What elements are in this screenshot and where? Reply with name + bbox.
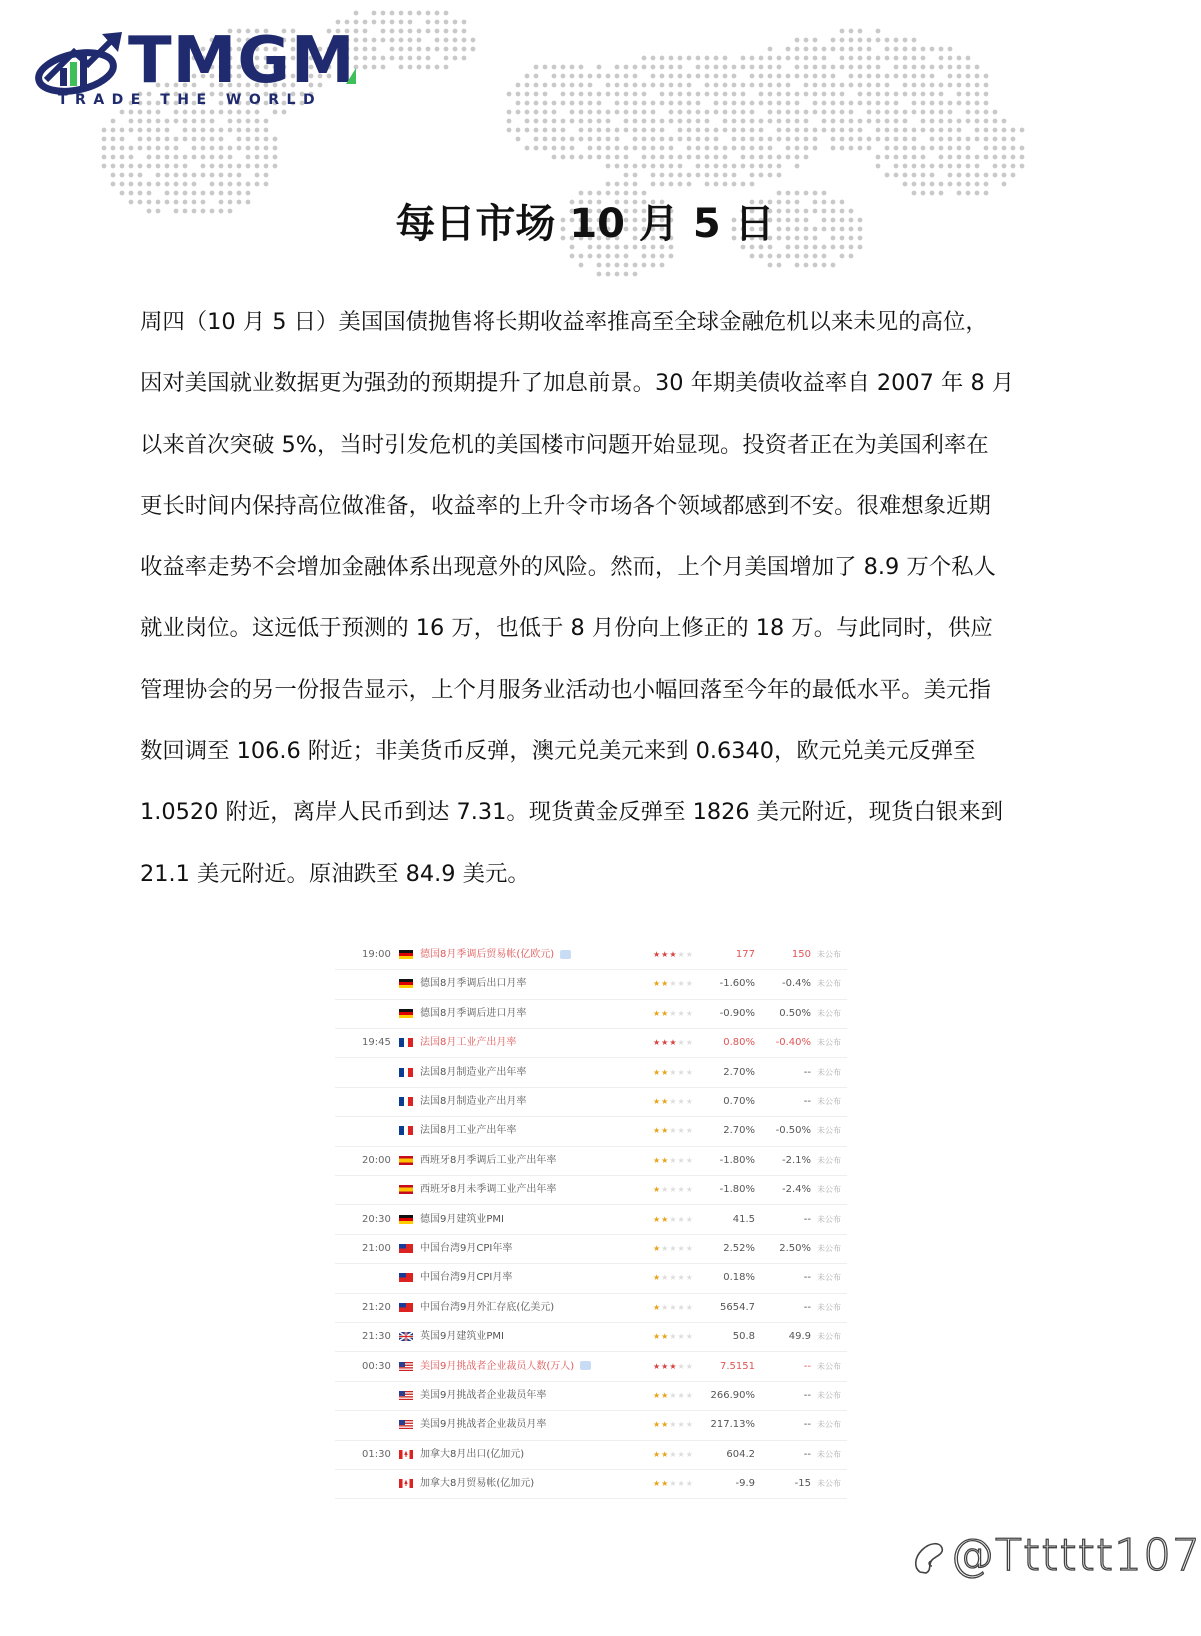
release-status: 未公布 bbox=[817, 1302, 841, 1312]
forecast-value: 0.50% bbox=[779, 1007, 811, 1019]
event-time: 00:30 bbox=[362, 1360, 391, 1372]
event-name-text: 德国8月季调后出口月率 bbox=[420, 978, 527, 990]
event-name-text: 德国8月季调后进口月率 bbox=[420, 1007, 527, 1019]
event-name bbox=[420, 1028, 516, 1057]
info-tag-icon[interactable] bbox=[560, 950, 571, 959]
table-row[interactable] bbox=[335, 1322, 847, 1352]
previous-value: 266.90% bbox=[710, 1390, 755, 1401]
es-flag-icon bbox=[399, 1185, 413, 1194]
forecast-value: -0.4% bbox=[781, 978, 811, 990]
us-flag-icon bbox=[399, 1391, 413, 1400]
article-line: 管理协会的另一份报告显示，上个月服务业活动也小幅回落至今年的最低水平。美元指 bbox=[140, 676, 991, 703]
economic-calendar-table bbox=[335, 940, 847, 1504]
table-row[interactable] bbox=[335, 1381, 847, 1411]
release-status: 未公布 bbox=[817, 1067, 841, 1077]
event-name bbox=[420, 1146, 556, 1175]
previous-value: -1.80% bbox=[719, 1184, 755, 1196]
release-status: 未公布 bbox=[817, 1185, 841, 1195]
fr-flag-icon bbox=[399, 1126, 413, 1135]
previous-value: -0.90% bbox=[719, 1007, 755, 1019]
previous-value: 41.5 bbox=[732, 1213, 755, 1225]
event-time: 19:00 bbox=[362, 949, 391, 960]
event-name bbox=[420, 1116, 516, 1145]
previous-value: -9.9 bbox=[735, 1478, 755, 1490]
previous-value: 0.18% bbox=[723, 1272, 755, 1284]
de-flag-icon bbox=[399, 1009, 413, 1018]
previous-value: 7.5151 bbox=[720, 1360, 755, 1372]
importance-stars: ★★★★★ bbox=[653, 1126, 694, 1136]
importance-stars: ★★★★★ bbox=[653, 1302, 694, 1312]
event-name-text: 英国9月建筑业PMI bbox=[420, 1331, 504, 1343]
importance-stars: ★★★★★ bbox=[653, 1244, 694, 1253]
forecast-value: -0.40% bbox=[775, 1037, 811, 1049]
importance-stars: ★★★★★ bbox=[653, 1185, 694, 1195]
importance-stars: ★★★★★ bbox=[653, 979, 694, 989]
forecast-value: -- bbox=[803, 1066, 811, 1078]
event-name bbox=[420, 999, 526, 1028]
ca-flag-icon bbox=[399, 1450, 413, 1459]
article-line: 21.1 美元附近。原油跌至 84.9 美元。 bbox=[140, 860, 530, 887]
logo-wordmark: TMGM bbox=[128, 24, 356, 98]
article-line: 就业岗位。这远低于预测的 16 万，也低于 8 月份向上修正的 18 万。与此同时，供应 bbox=[140, 615, 993, 642]
event-name bbox=[420, 969, 526, 998]
event-name-text: 加拿大8月出口(亿加元) bbox=[420, 1448, 525, 1460]
previous-value: -1.60% bbox=[719, 978, 755, 990]
importance-stars: ★★★★★ bbox=[653, 1097, 694, 1106]
article-body bbox=[140, 292, 1060, 905]
event-name bbox=[420, 940, 571, 969]
event-name-text: 西班牙8月季调后工业产出年率 bbox=[420, 1154, 557, 1166]
event-name bbox=[420, 1087, 526, 1116]
fr-flag-icon bbox=[399, 1097, 413, 1106]
info-tag-icon[interactable] bbox=[580, 1361, 591, 1370]
table-row[interactable] bbox=[335, 940, 847, 970]
event-name bbox=[420, 1322, 504, 1351]
release-status: 未公布 bbox=[817, 1008, 841, 1018]
article-line: 收益率走势不会增加金融体系出现意外的风险。然而，上个月美国增加了 8.9 万个私人 bbox=[140, 554, 996, 581]
event-name bbox=[420, 1352, 591, 1381]
event-name-text: 德国8月季调后贸易帐(亿欧元) bbox=[420, 949, 555, 960]
forecast-value: -- bbox=[803, 1096, 811, 1107]
fr-flag-icon bbox=[399, 1038, 413, 1047]
event-name-text: 法国8月工业产出月率 bbox=[420, 1037, 517, 1049]
event-name-text: 法国8月工业产出年率 bbox=[420, 1125, 517, 1137]
importance-stars: ★★★★★ bbox=[653, 1420, 694, 1430]
table-row[interactable] bbox=[335, 1116, 847, 1146]
release-status: 未公布 bbox=[817, 1126, 841, 1136]
previous-value: 2.70% bbox=[723, 1125, 755, 1137]
logo-green-accent bbox=[344, 68, 356, 84]
table-row[interactable] bbox=[335, 1058, 847, 1088]
uk-flag-icon bbox=[399, 1332, 413, 1341]
event-name-text: 中国台湾9月外汇存底(亿美元) bbox=[420, 1301, 555, 1313]
event-time: 21:30 bbox=[362, 1331, 391, 1343]
article-line: 1.0520 附近，离岸人民币到达 7.31。现货黄金反弹至 1826 美元附近，现货白银来到 bbox=[140, 799, 1003, 826]
importance-stars: ★★★★★ bbox=[653, 1479, 694, 1489]
logo-chart-arrow-icon bbox=[36, 30, 136, 100]
event-time: 20:00 bbox=[362, 1154, 391, 1166]
release-status: 未公布 bbox=[817, 1449, 841, 1459]
table-row[interactable] bbox=[335, 1205, 847, 1235]
table-row[interactable] bbox=[335, 1234, 847, 1264]
article-line: 周四（10 月 5 日）美国国债抛售将长期收益率推高至全球金融危机以来未见的高位， bbox=[140, 309, 988, 335]
table-row[interactable] bbox=[335, 969, 847, 999]
table-row[interactable] bbox=[335, 1263, 847, 1293]
event-time: 20:30 bbox=[362, 1213, 391, 1225]
event-name bbox=[420, 1293, 554, 1322]
forecast-value: 49.9 bbox=[788, 1331, 811, 1343]
forecast-value: -2.4% bbox=[781, 1184, 811, 1196]
es-flag-icon bbox=[399, 1156, 413, 1165]
event-name-text: 中国台湾9月CPI月率 bbox=[420, 1272, 513, 1284]
watermark-handle: @Tttttt107 bbox=[950, 1530, 1201, 1581]
de-flag-icon bbox=[399, 979, 413, 988]
forecast-value: -- bbox=[803, 1448, 811, 1460]
event-name bbox=[420, 1410, 546, 1439]
release-status: 未公布 bbox=[817, 1391, 841, 1400]
event-name-text: 美国9月挑战者企业裁员人数(万人) bbox=[420, 1360, 575, 1372]
previous-value: 2.70% bbox=[723, 1066, 755, 1078]
us-flag-icon bbox=[399, 1362, 413, 1371]
event-time: 01:30 bbox=[362, 1448, 391, 1460]
release-status: 未公布 bbox=[817, 1155, 841, 1165]
forecast-value: -- bbox=[803, 1390, 811, 1401]
forecast-value: 150 bbox=[791, 949, 811, 960]
event-name-text: 西班牙8月未季调工业产出年率 bbox=[420, 1184, 557, 1196]
forecast-value: -- bbox=[803, 1301, 811, 1313]
event-name-text: 法国8月制造业产出年率 bbox=[420, 1066, 527, 1078]
us-flag-icon bbox=[399, 1420, 413, 1429]
event-name bbox=[420, 1469, 534, 1498]
tw-flag-icon bbox=[399, 1244, 413, 1253]
event-name bbox=[420, 1058, 526, 1087]
forecast-value: -- bbox=[803, 1360, 811, 1372]
article-line: 数回调至 106.6 附近；非美货币反弹，澳元兑美元来到 0.6340，欧元兑美元反弹至 bbox=[140, 738, 976, 765]
table-row[interactable] bbox=[335, 1028, 847, 1058]
event-name bbox=[420, 1205, 504, 1234]
previous-value: 0.80% bbox=[723, 1037, 755, 1049]
event-name-text: 美国9月挑战者企业裁员年率 bbox=[420, 1390, 547, 1401]
table-row[interactable] bbox=[335, 1352, 847, 1382]
importance-stars: ★★★★★ bbox=[653, 1067, 694, 1077]
event-name bbox=[420, 1175, 556, 1204]
event-name-text: 德国9月建筑业PMI bbox=[420, 1213, 504, 1225]
previous-value: 2.52% bbox=[723, 1243, 755, 1254]
release-status: 未公布 bbox=[817, 950, 841, 959]
forecast-value: -- bbox=[803, 1272, 811, 1284]
fr-flag-icon bbox=[399, 1068, 413, 1077]
table-row[interactable] bbox=[335, 1440, 847, 1470]
previous-value: 5654.7 bbox=[720, 1301, 755, 1313]
de-flag-icon bbox=[399, 950, 413, 959]
weibo-logo-icon bbox=[908, 1536, 952, 1580]
previous-value: 0.70% bbox=[723, 1096, 755, 1107]
importance-stars: ★★★★★ bbox=[653, 1038, 694, 1048]
event-name bbox=[420, 1381, 546, 1410]
importance-stars: ★★★★★ bbox=[653, 950, 694, 959]
previous-value: 50.8 bbox=[732, 1331, 755, 1343]
table-row[interactable] bbox=[335, 1469, 847, 1499]
previous-value: 217.13% bbox=[710, 1419, 755, 1431]
importance-stars: ★★★★★ bbox=[653, 1361, 694, 1371]
event-name bbox=[420, 1263, 512, 1292]
event-name-text: 中国台湾9月CPI年率 bbox=[420, 1243, 513, 1254]
page-title: 每日市场 10 月 5 日 bbox=[395, 201, 775, 247]
article-line: 因对美国就业数据更为强劲的预期提升了加息前景。30 年期美债收益率自 2007 年 8 月 bbox=[140, 370, 1015, 397]
event-name bbox=[420, 1440, 524, 1469]
forecast-value: -2.1% bbox=[781, 1154, 811, 1166]
release-status: 未公布 bbox=[817, 1479, 841, 1489]
table-row[interactable] bbox=[335, 1175, 847, 1205]
importance-stars: ★★★★★ bbox=[653, 1155, 694, 1165]
tw-flag-icon bbox=[399, 1273, 413, 1282]
de-flag-icon bbox=[399, 1215, 413, 1224]
event-name-text: 美国9月挑战者企业裁员月率 bbox=[420, 1419, 547, 1431]
release-status: 未公布 bbox=[817, 979, 841, 989]
release-status: 未公布 bbox=[817, 1332, 841, 1342]
release-status: 未公布 bbox=[817, 1244, 841, 1253]
release-status: 未公布 bbox=[817, 1214, 841, 1224]
release-status: 未公布 bbox=[817, 1097, 841, 1106]
ca-flag-icon bbox=[399, 1479, 413, 1488]
importance-stars: ★★★★★ bbox=[653, 1391, 694, 1400]
previous-value: 177 bbox=[735, 949, 755, 960]
table-row[interactable] bbox=[335, 1293, 847, 1323]
event-name bbox=[420, 1234, 512, 1263]
importance-stars: ★★★★★ bbox=[653, 1008, 694, 1018]
table-row[interactable] bbox=[335, 1410, 847, 1440]
forecast-value: -0.50% bbox=[775, 1125, 811, 1137]
table-row[interactable] bbox=[335, 1087, 847, 1117]
event-name-text: 法国8月制造业产出月率 bbox=[420, 1096, 527, 1107]
forecast-value: 2.50% bbox=[779, 1243, 811, 1254]
table-row[interactable] bbox=[335, 999, 847, 1029]
article-line: 更长时间内保持高位做准备，收益率的上升令市场各个领域都感到不安。很难想象近期 bbox=[140, 492, 991, 519]
event-time: 21:00 bbox=[362, 1243, 391, 1254]
importance-stars: ★★★★★ bbox=[653, 1332, 694, 1342]
article-line: 以来首次突破 5%，当时引发危机的美国楼市问题开始显现。投资者正在为美国利率在 bbox=[140, 431, 989, 458]
importance-stars: ★★★★★ bbox=[653, 1273, 694, 1283]
event-time: 19:45 bbox=[362, 1037, 391, 1049]
release-status: 未公布 bbox=[817, 1361, 841, 1371]
release-status: 未公布 bbox=[817, 1420, 841, 1430]
event-name-text: 加拿大8月贸易帐(亿加元) bbox=[420, 1478, 535, 1490]
logo-tagline: TRADE THE WORLD bbox=[58, 92, 323, 108]
importance-stars: ★★★★★ bbox=[653, 1449, 694, 1459]
table-row[interactable] bbox=[335, 1146, 847, 1176]
previous-value: 604.2 bbox=[726, 1448, 755, 1460]
importance-stars: ★★★★★ bbox=[653, 1214, 694, 1224]
forecast-value: -- bbox=[803, 1213, 811, 1225]
tw-flag-icon bbox=[399, 1303, 413, 1312]
forecast-value: -15 bbox=[794, 1478, 811, 1490]
forecast-value: -- bbox=[803, 1419, 811, 1431]
previous-value: -1.80% bbox=[719, 1154, 755, 1166]
tmgm-logo bbox=[36, 24, 366, 115]
event-time: 21:20 bbox=[362, 1301, 391, 1313]
release-status: 未公布 bbox=[817, 1038, 841, 1048]
release-status: 未公布 bbox=[817, 1273, 841, 1283]
